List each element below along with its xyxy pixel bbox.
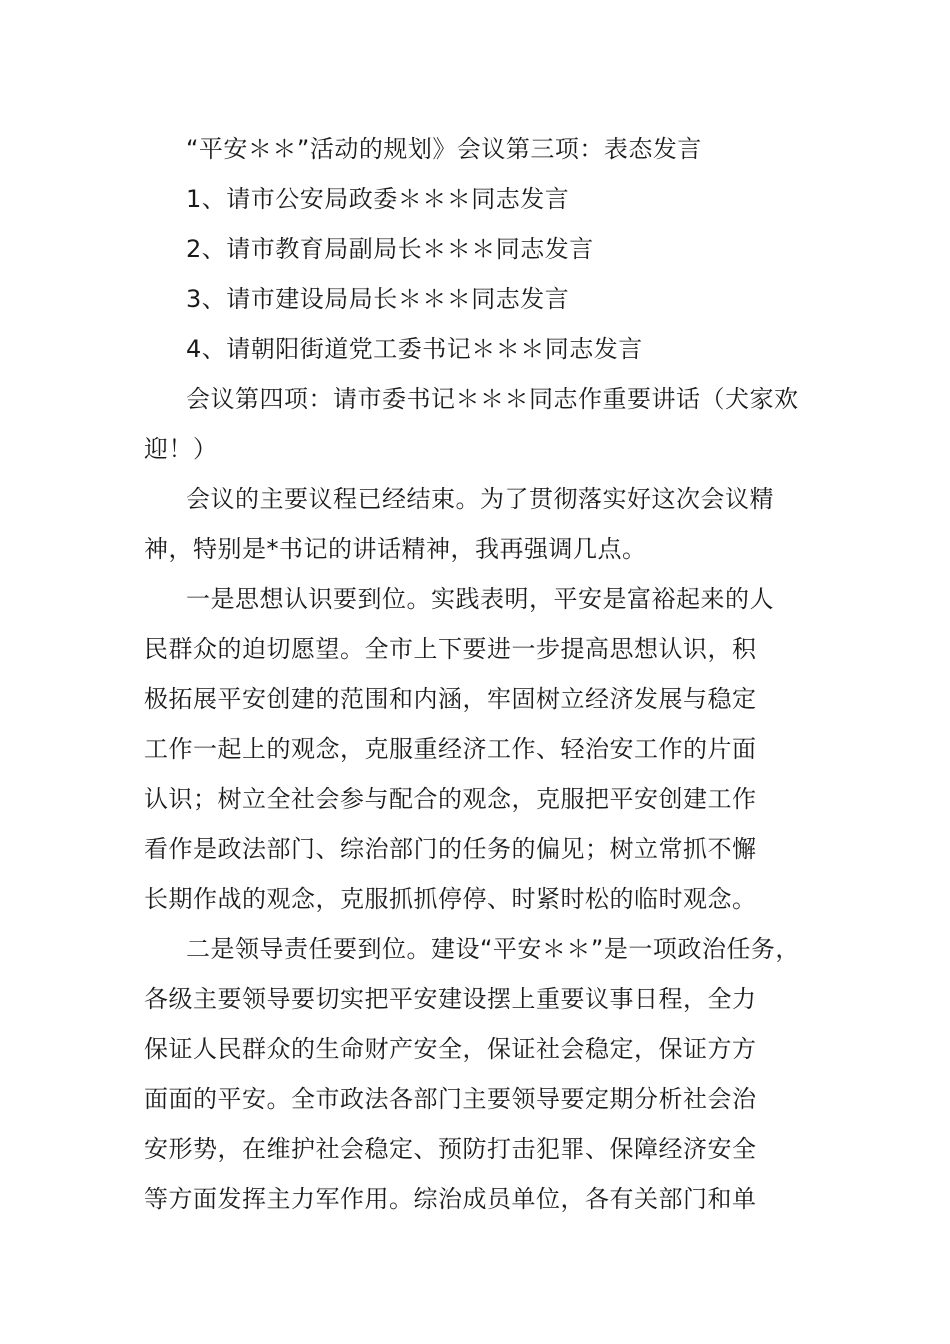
point-two-line: 安形势，在维护社会稳定、预防打击犯罪、保障经济安全 bbox=[144, 1135, 757, 1163]
speaker-4-line: 4、请朝阳街道党工委书记＊＊＊同志发言 bbox=[186, 335, 643, 363]
point-one-line: 一是思想认识要到位。实践表明，平安是富裕起来的人 bbox=[186, 585, 774, 613]
speaker-2-line: 2、请市教育局副局长＊＊＊同志发言 bbox=[186, 235, 594, 263]
point-one-line: 极拓展平安创建的范围和内涵，牢固树立经济发展与稳定 bbox=[144, 685, 757, 713]
point-one-line: 认识；树立全社会参与配合的观念，克服把平安创建工作 bbox=[144, 785, 757, 813]
point-two-line: 二是领导责任要到位。建设“平安＊＊”是一项政治任务， bbox=[186, 935, 800, 963]
point-one-line: 长期作战的观念，克服抓抓停停、时紧时松的临时观念。 bbox=[144, 885, 757, 913]
agenda-item-4-line: 会议第四项：请市委书记＊＊＊同志作重要讲话（犬家欢 bbox=[186, 385, 799, 413]
point-one-line: 工作一起上的观念，克服重经济工作、轻治安工作的片面 bbox=[144, 735, 757, 763]
agenda-item-4-continued: 迎！） bbox=[144, 435, 218, 463]
point-one-line: 看作是政法部门、综治部门的任务的偏见；树立常抓不懈 bbox=[144, 835, 757, 863]
closing-paragraph-line: 神，特别是*书记的讲话精神，我再强调几点。 bbox=[144, 535, 647, 563]
point-two-line: 保证人民群众的生命财产安全，保证社会稳定，保证方方 bbox=[144, 1035, 757, 1063]
point-two-line: 面面的平安。全市政法各部门主要领导要定期分析社会治 bbox=[144, 1085, 757, 1113]
speaker-3-line: 3、请市建设局局长＊＊＊同志发言 bbox=[186, 285, 570, 313]
point-two-line: 各级主要领导要切实把平安建设摆上重要议事日程，全力 bbox=[144, 985, 757, 1013]
speaker-1-line: 1、请市公安局政委＊＊＊同志发言 bbox=[186, 185, 570, 213]
agenda-item-3-heading: “平安＊＊”活动的规划》会议第三项：表态发言 bbox=[186, 135, 702, 163]
point-two-line: 等方面发挥主力军作用。综治成员单位，各有关部门和单 bbox=[144, 1185, 757, 1213]
point-one-line: 民群众的迫切愿望。全市上下要进一步提高思想认识，积 bbox=[144, 635, 757, 663]
closing-paragraph-line: 会议的主要议程已经结束。为了贯彻落实好这次会议精 bbox=[186, 485, 774, 513]
